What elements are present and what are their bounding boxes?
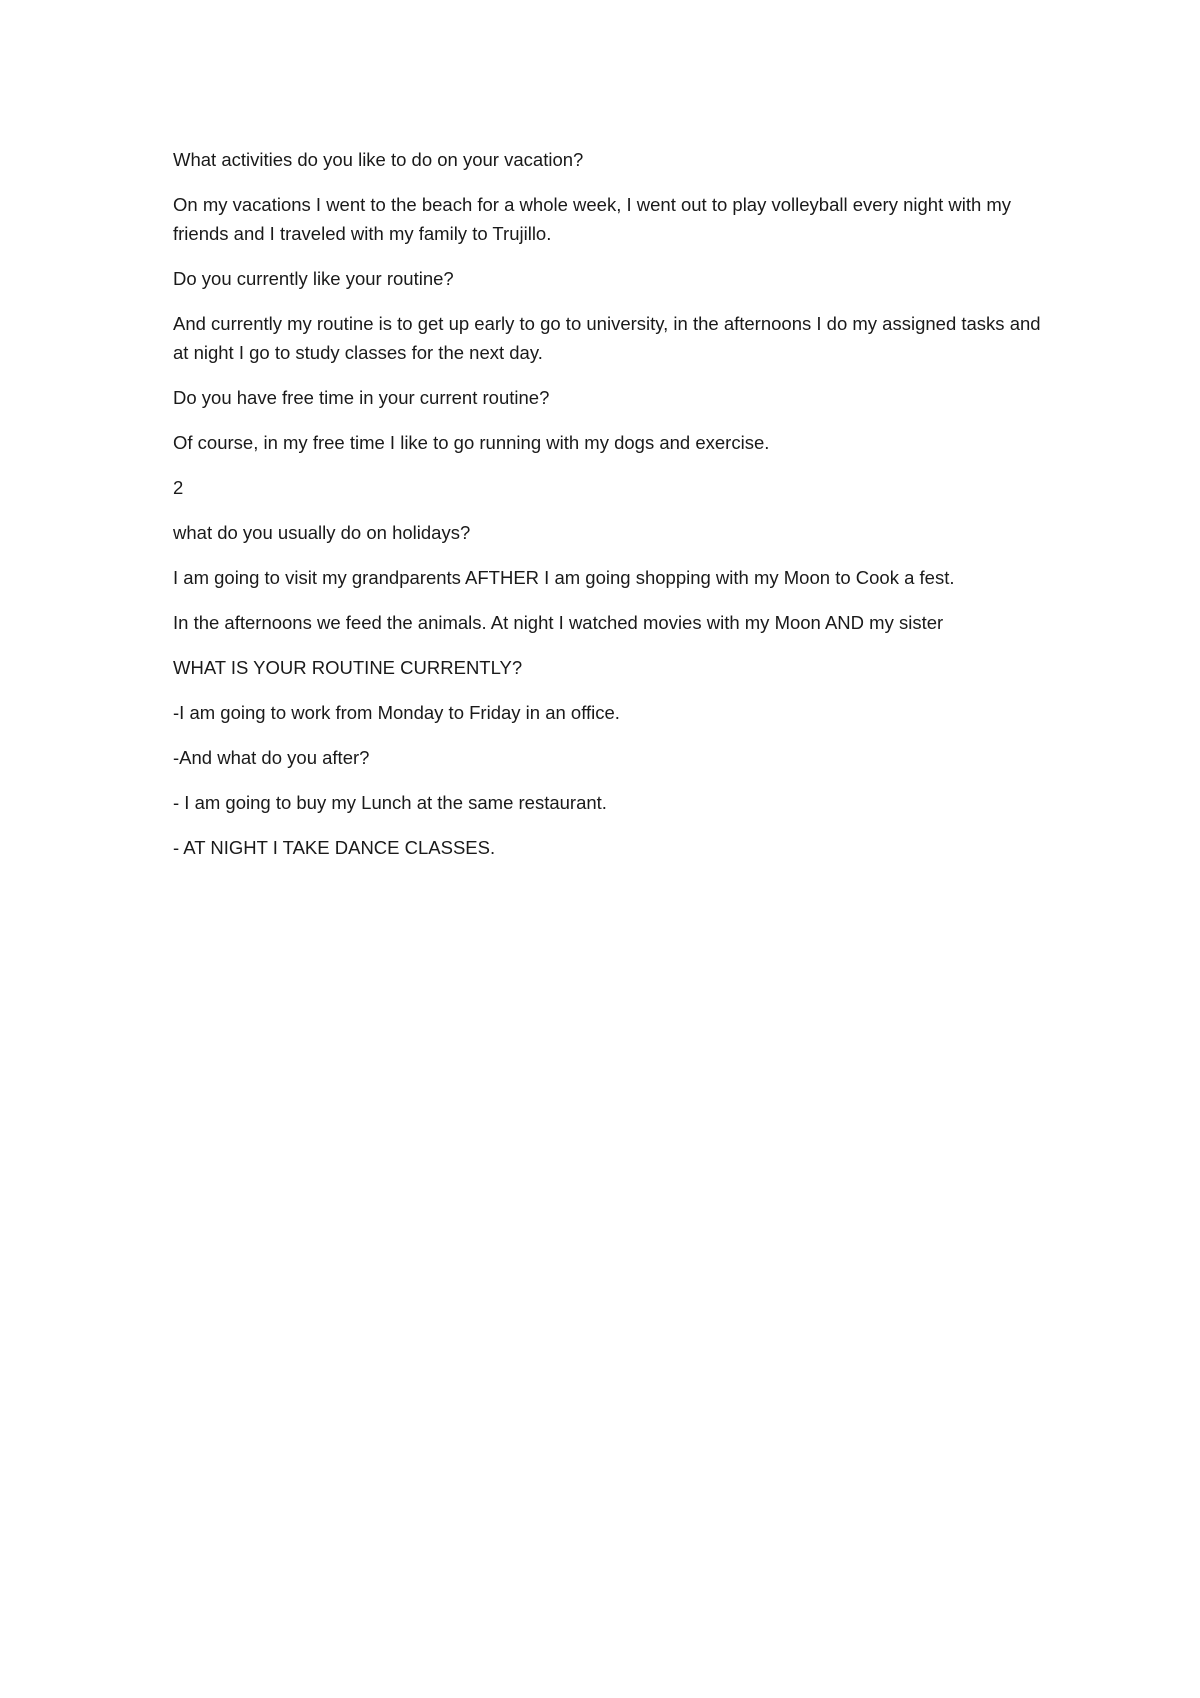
answer-like-routine: And currently my routine is to get up early to go to university, in the afternoons I do my assigned tasks and at night I go to study classes for the next day. [173,313,1041,363]
answer-holidays: I am going to visit my grandparents AFTHER I am going shopping with my Moon to Cook a fest. [173,567,955,588]
question-holidays: what do you usually do on holidays? [173,522,471,543]
dialogue-line-work: -I am going to work from Monday to Friday in an office. [173,702,620,723]
dialogue-line-dance: - AT NIGHT I TAKE DANCE CLASSES. [173,837,496,858]
question-like-routine: Do you currently like your routine? [173,268,454,289]
document-body [173,145,1053,878]
question-free-time: Do you have free time in your current routine? [173,387,550,408]
question-routine-currently: WHAT IS YOUR ROUTINE CURRENTLY? [173,657,523,678]
answer-holidays-afternoon: In the afternoons we feed the animals. At night I watched movies with my Moon AND my sister [173,612,944,633]
answer-vacation-activities: On my vacations I went to the beach for a whole week, I went out to play volleyball every night with my friends and I traveled with my family to Trujillo. [173,194,1012,244]
dialogue-line-lunch: - I am going to buy my Lunch at the same restaurant. [173,792,607,813]
answer-free-time: Of course, in my free time I like to go running with my dogs and exercise. [173,432,770,453]
section-number: 2 [173,477,184,498]
question-vacation-activities: What activities do you like to do on your vacation? [173,149,584,170]
dialogue-line-after: -And what do you after? [173,747,370,768]
